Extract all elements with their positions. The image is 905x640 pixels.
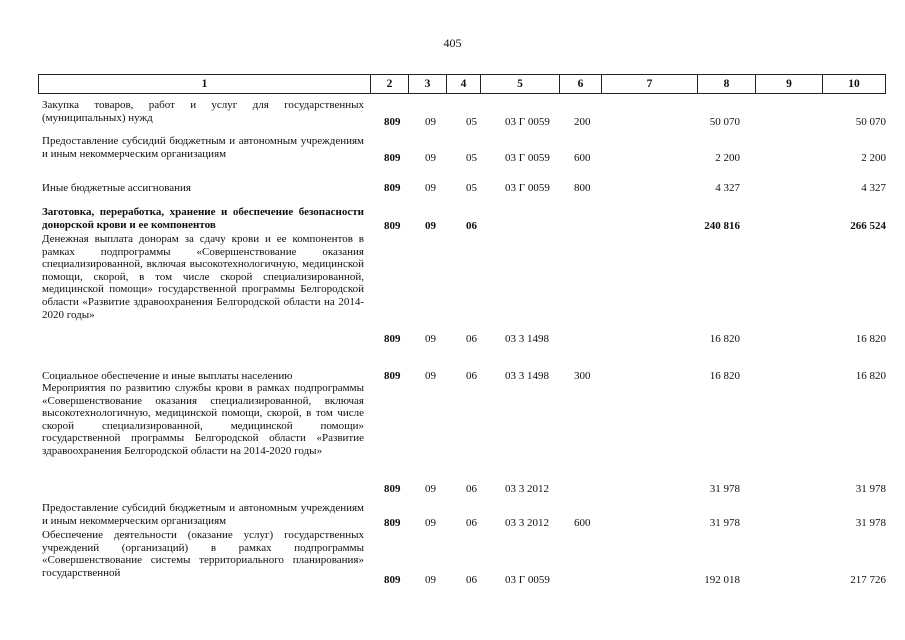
cell-section: 09 xyxy=(425,220,436,232)
cell-amount-col10: 217 726 xyxy=(850,574,886,586)
cell-section: 09 xyxy=(425,517,436,529)
cell-subsection: 05 xyxy=(466,152,477,164)
cell-amount-col8: 2 200 xyxy=(715,152,740,164)
cell-amount-col10: 16 820 xyxy=(855,333,886,345)
cell-subsection: 06 xyxy=(466,517,477,529)
cell-expense-type: 200 xyxy=(574,116,591,128)
cell-ministry: 809 xyxy=(384,152,401,164)
cell-ministry: 809 xyxy=(384,333,401,345)
cell-ministry: 809 xyxy=(384,220,401,232)
header-col-7: 7 xyxy=(601,75,697,93)
cell-target-article: 03 3 2012 xyxy=(505,517,549,529)
row-description: Заготовка, переработка, хранение и обеспечение безопасности донорской крови и ее компонентов xyxy=(42,206,364,231)
cell-amount-col10: 31 978 xyxy=(855,483,886,495)
header-col-4: 4 xyxy=(446,75,480,93)
header-col-5: 5 xyxy=(480,75,559,93)
cell-section: 09 xyxy=(425,116,436,128)
header-col-6: 6 xyxy=(559,75,601,93)
cell-section: 09 xyxy=(425,483,436,495)
cell-ministry: 809 xyxy=(384,517,401,529)
cell-amount-col10: 2 200 xyxy=(861,152,886,164)
row-description: Предоставление субсидий бюджетным и автономным учреждениям и иным некоммерческим организациям xyxy=(42,502,364,527)
row-description: Иные бюджетные ассигнования xyxy=(42,182,191,194)
row-description: Денежная выплата донорам за сдачу крови и ее компонентов в рамках подпрограммы «Совершенствование оказания специализированной, включая высокотехнологичную, медицинской помощи, скорой, в том числе скорой специализированной, медицинской помощи» государственной программы Белгородской области «Развитие здравоохранения Белгородской области на 2014-2020 годы» xyxy=(42,233,364,321)
cell-section: 09 xyxy=(425,182,436,194)
cell-expense-type: 600 xyxy=(574,152,591,164)
row-description: Закупка товаров, работ и услуг для государственных (муниципальных) нужд xyxy=(42,99,364,124)
cell-amount-col10: 50 070 xyxy=(855,116,886,128)
cell-amount-col8: 31 978 xyxy=(709,517,740,529)
cell-section: 09 xyxy=(425,574,436,586)
cell-expense-type: 300 xyxy=(574,370,591,382)
cell-amount-col8: 4 327 xyxy=(715,182,740,194)
header-col-9: 9 xyxy=(755,75,822,93)
cell-amount-col8: 31 978 xyxy=(709,483,740,495)
cell-amount-col10: 266 524 xyxy=(850,220,886,232)
cell-target-article: 03 Г 0059 xyxy=(505,574,550,586)
cell-subsection: 06 xyxy=(466,483,477,495)
cell-ministry: 809 xyxy=(384,574,401,586)
cell-amount-col8: 16 820 xyxy=(709,333,740,345)
cell-amount-col10: 16 820 xyxy=(855,370,886,382)
cell-target-article: 03 Г 0059 xyxy=(505,152,550,164)
row-description: Обеспечение деятельности (оказание услуг) государственных учреждений (организаций) в рамках подпрограммы «Совершенствование системы территориального планирования» государственной xyxy=(42,529,364,579)
cell-ministry: 809 xyxy=(384,483,401,495)
cell-amount-col8: 192 018 xyxy=(704,574,740,586)
cell-target-article: 03 Г 0059 xyxy=(505,116,550,128)
row-description: Социальное обеспечение и иные выплаты населению xyxy=(42,370,293,382)
cell-amount-col10: 4 327 xyxy=(861,182,886,194)
header-col-10: 10 xyxy=(822,75,885,93)
cell-ministry: 809 xyxy=(384,116,401,128)
cell-ministry: 809 xyxy=(384,182,401,194)
cell-expense-type: 800 xyxy=(574,182,591,194)
page-number: 405 xyxy=(443,36,462,50)
row-description: Мероприятия по развитию службы крови в рамках подпрограммы «Совершенствование оказания специализированной, включая высокотехнологичную, медицинской помощи, скорой, в том числе скорой специализированной, медицинской помощи» государственной программы Белгородской области «Развитие здравоохранения Белгородской области на 2014-2020 годы» xyxy=(42,382,364,457)
cell-target-article: 03 3 1498 xyxy=(505,370,549,382)
cell-target-article: 03 3 2012 xyxy=(505,483,549,495)
header-col-8: 8 xyxy=(697,75,755,93)
cell-amount-col8: 240 816 xyxy=(704,220,740,232)
cell-amount-col8: 16 820 xyxy=(709,370,740,382)
table-header-row xyxy=(38,74,886,94)
header-col-3: 3 xyxy=(408,75,446,93)
header-col-2: 2 xyxy=(370,75,408,93)
cell-subsection: 06 xyxy=(466,574,477,586)
cell-section: 09 xyxy=(425,152,436,164)
cell-amount-col10: 31 978 xyxy=(855,517,886,529)
cell-subsection: 06 xyxy=(466,370,477,382)
cell-section: 09 xyxy=(425,370,436,382)
cell-target-article: 03 Г 0059 xyxy=(505,182,550,194)
cell-amount-col8: 50 070 xyxy=(709,116,740,128)
cell-target-article: 03 3 1498 xyxy=(505,333,549,345)
cell-subsection: 06 xyxy=(466,333,477,345)
cell-section: 09 xyxy=(425,333,436,345)
cell-subsection: 06 xyxy=(466,220,477,232)
cell-ministry: 809 xyxy=(384,370,401,382)
cell-subsection: 05 xyxy=(466,116,477,128)
cell-subsection: 05 xyxy=(466,182,477,194)
cell-expense-type: 600 xyxy=(574,517,591,529)
row-description: Предоставление субсидий бюджетным и автономным учреждениям и иным некоммерческим организациям xyxy=(42,135,364,160)
header-col-1: 1 xyxy=(201,78,208,90)
